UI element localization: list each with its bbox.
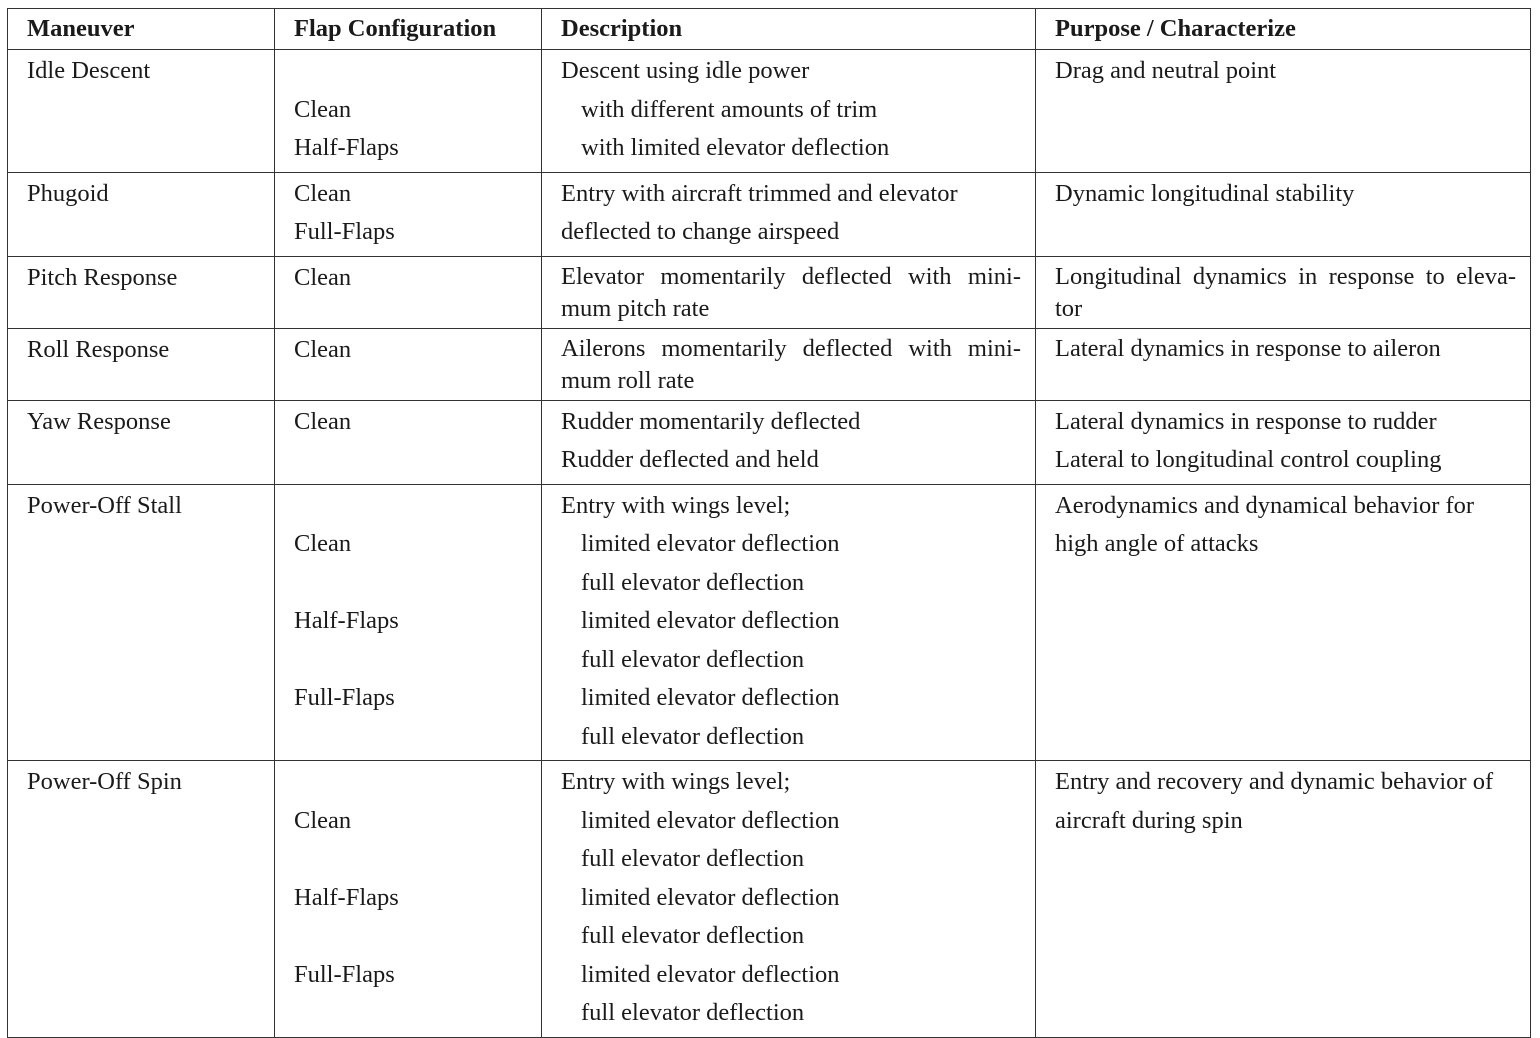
table-row [8,328,1531,400]
description-cell [542,761,1036,1038]
description-line: full elevator deflection [581,922,805,949]
flap-configuration: Half-Flaps [294,134,399,161]
maneuver-name: Phugoid [27,179,109,207]
header-flap-configuration: Flap Configuration [275,9,542,50]
flap-configuration [294,489,527,528]
purpose-line: Lateral dynamics in response to rudder [1055,407,1437,435]
flap-configuration: Clean [294,179,352,207]
description-text: Elevator momentarily deflected with mini-mum pitch rate [561,262,1021,322]
maneuver-cell [8,50,275,173]
maneuver-cell [8,256,275,328]
purpose-text: Longitudinal dynamics in response to eleva-tor [1055,262,1516,322]
header-description: Description [542,9,1036,50]
description-cell [542,400,1036,484]
description-line: limited elevator deflection [581,684,840,711]
maneuver-cell [8,172,275,256]
maneuver-name: Power-Off Spin [27,768,182,795]
description-line: limited elevator deflection [581,883,840,911]
description-line: full elevator deflection [581,845,805,872]
flap-configuration [294,842,527,881]
purpose-line: Aerodynamics and dynamical behavior for [1055,491,1475,519]
description-line: Entry with wings level; [561,768,791,795]
flap-configuration-cell [275,484,542,761]
description-cell [542,256,1036,328]
description-line: full elevator deflection [581,645,805,673]
description-line: limited elevator deflection [581,806,840,834]
description-line: deflected to change airspeed [561,218,840,245]
flap-configuration [294,643,527,682]
maneuver-name: Roll Response [27,335,170,363]
purpose-cell [1036,484,1531,761]
maneuver-cell [8,400,275,484]
description-cell [542,172,1036,256]
maneuver-name: Pitch Response [27,263,178,291]
flap-configuration: Clean [294,95,352,123]
purpose-cell [1036,50,1531,173]
flap-configuration: Full-Flaps [294,218,395,245]
header-maneuver: Maneuver [8,9,275,50]
maneuver-name: Power-Off Stall [27,491,182,519]
table-row [8,50,1531,173]
description-cell [542,328,1036,400]
flap-configuration-cell [275,328,542,400]
table-row [8,400,1531,484]
flap-configuration [294,919,527,958]
flap-configuration [294,54,527,93]
table-row [8,761,1531,1038]
description-line: Entry with wings level; [561,491,791,519]
description-line: Rudder momentarily deflected [561,407,861,435]
purpose-line: Entry and recovery and dynamic behavior of [1055,768,1494,795]
description-line: Entry with aircraft trimmed and elevator [561,179,958,207]
purpose-cell [1036,761,1531,1038]
flap-configuration-cell [275,256,542,328]
maneuver-table [7,8,1531,1038]
flap-configuration-cell [275,50,542,173]
purpose-cell [1036,256,1531,328]
maneuver-name: Yaw Response [27,407,171,435]
purpose-cell [1036,400,1531,484]
header-row [8,9,1531,50]
purpose-text: Lateral dynamics in response to aileron [1055,334,1441,362]
flap-configuration-cell [275,172,542,256]
flap-configuration-cell [275,400,542,484]
description-line: with different amounts of trim [581,95,878,123]
flap-configuration: Full-Flaps [294,960,395,988]
purpose-cell [1036,172,1531,256]
description-line: Descent using idle power [561,57,810,84]
description-line: full elevator deflection [581,722,805,750]
purpose-line: Dynamic longitudinal stability [1055,179,1355,207]
flap-configuration: Clean [294,263,352,291]
purpose-line: Lateral to longitudinal control coupling [1055,446,1442,473]
flap-configuration: Clean [294,335,352,363]
flap-configuration [294,566,527,605]
description-line: limited elevator deflection [581,530,840,557]
flap-configuration-cell [275,761,542,1038]
purpose-line: Drag and neutral point [1055,57,1277,84]
table-row [8,256,1531,328]
flap-configuration: Clean [294,806,352,834]
header-purpose: Purpose / Characterize [1036,9,1531,50]
maneuver-cell [8,484,275,761]
description-line: full elevator deflection [581,999,805,1026]
flap-configuration: Full-Flaps [294,684,395,711]
flap-configuration: Half-Flaps [294,607,399,634]
description-text: Ailerons momentarily deflected with mini-mum roll rate [561,334,1021,394]
purpose-line: aircraft during spin [1055,806,1243,834]
flap-configuration [294,765,527,804]
maneuver-cell [8,328,275,400]
description-line: limited elevator deflection [581,607,840,634]
maneuver-cell [8,761,275,1038]
purpose-cell [1036,328,1531,400]
purpose-line: high angle of attacks [1055,530,1259,557]
maneuver-name: Idle Descent [27,57,151,84]
flap-configuration: Half-Flaps [294,883,399,911]
table-header [8,9,1531,50]
table-body [8,50,1531,1038]
description-cell [542,50,1036,173]
description-line: with limited elevator deflection [581,134,890,161]
description-line: limited elevator deflection [581,960,840,988]
flap-configuration: Clean [294,407,352,435]
description-line: Rudder deflected and held [561,446,819,473]
description-line: full elevator deflection [581,568,805,596]
description-cell [542,484,1036,761]
flap-configuration: Clean [294,530,352,557]
table-row [8,172,1531,256]
table-row [8,484,1531,761]
